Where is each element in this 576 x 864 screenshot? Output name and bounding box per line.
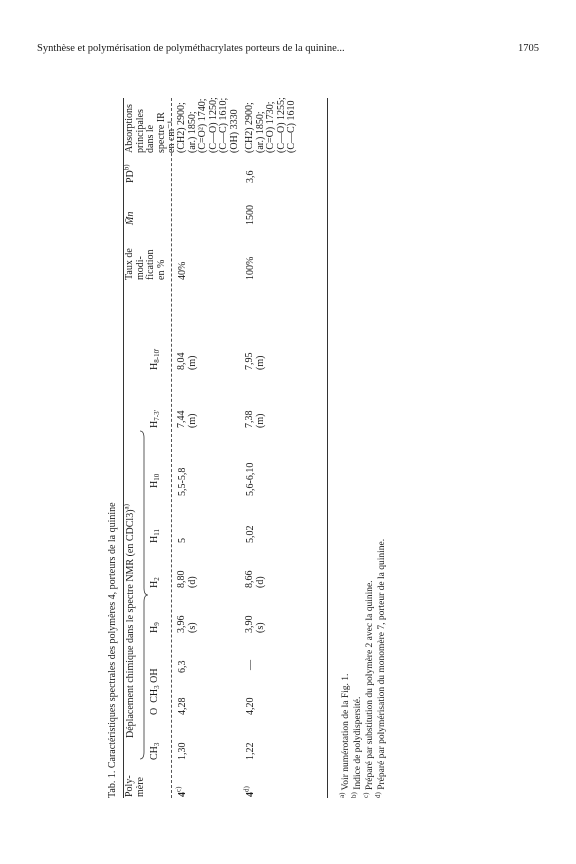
row2-h8-mult: (m) bbox=[254, 355, 266, 370]
header-absorptions-line1: Absorptions bbox=[124, 104, 135, 153]
row2-ch3: 1,22 bbox=[245, 742, 256, 760]
header-shift-group-label: Déplacement chimique dans le spectre NMR (en CDCl3) bbox=[125, 509, 136, 738]
row2-h7-mult: (m) bbox=[254, 413, 266, 428]
row2-ir-4: (C—O) 1255; bbox=[275, 97, 287, 153]
row1-polymer-mark: c) bbox=[174, 786, 183, 792]
row1-ir-5: (C—C) 1610; bbox=[218, 97, 229, 153]
header-h7-3: $H_{7-3'}$ bbox=[149, 410, 161, 428]
row1-ir-1: (CH2) 2900; bbox=[176, 102, 187, 153]
header-polymere-line1: Poly- bbox=[124, 775, 135, 797]
footnote-d-text: Préparé par polymérisation du monomère 7, porteur de la quinine. bbox=[377, 538, 387, 790]
header-taux-line3: fication bbox=[145, 249, 156, 280]
running-head-title: Synthèse et polymérisation de polyméthacrylates porteurs de la quinine... bbox=[37, 43, 345, 54]
row1-h7-value: 7,44 bbox=[176, 410, 187, 428]
header-brace bbox=[139, 430, 149, 760]
header-pd bbox=[122, 164, 136, 183]
header-shift-group bbox=[122, 504, 136, 738]
rotated-table bbox=[105, 98, 525, 798]
running-head bbox=[37, 43, 539, 59]
row1-h8-value: 8,04 bbox=[176, 352, 187, 370]
row2-h7-value: 7,38 bbox=[244, 410, 255, 428]
footnote-a-mark: a) bbox=[337, 792, 346, 798]
row2-h7 bbox=[245, 411, 266, 429]
row1-ir-4: (C—O) 1250; bbox=[207, 97, 219, 153]
footnote-a bbox=[337, 673, 352, 798]
header-polymere-line2: mère bbox=[134, 777, 146, 797]
table-caption: Tab. 1. Caractéristiques spectrales des polymères 4, porteurs de la quinine bbox=[107, 502, 118, 798]
header-h11: $H_{11}$ bbox=[149, 529, 161, 543]
row1-h9-value: 3,96 bbox=[176, 615, 187, 633]
footnote-c-text: Préparé par substitution du polymère 2 avec la quinine. bbox=[365, 580, 375, 791]
row1-h11: 5 bbox=[177, 538, 188, 543]
row2-h2-mult: (d) bbox=[254, 576, 266, 588]
header-mn: M̄n bbox=[125, 211, 136, 225]
header-absorptions-line2: principales bbox=[134, 109, 146, 153]
header-h2: $H_2$ bbox=[149, 577, 161, 588]
row2-pd: 3,6 bbox=[245, 170, 256, 183]
page-number: 1705 bbox=[518, 43, 539, 54]
row1-ir bbox=[177, 97, 240, 153]
header-pd-label: PD bbox=[125, 170, 136, 183]
row1-h2-mult: (d) bbox=[186, 576, 198, 588]
row1-h2 bbox=[177, 571, 198, 589]
header-h9: $H_9$ bbox=[149, 622, 161, 633]
header-absorptions bbox=[125, 104, 178, 153]
header-pd-mark: b) bbox=[122, 164, 131, 171]
row2-h2 bbox=[245, 571, 266, 589]
table-top-rule bbox=[123, 98, 124, 798]
row1-h9-mult: (s) bbox=[186, 622, 198, 633]
header-absorptions-line3: dans le bbox=[145, 124, 156, 153]
footnote-c-mark: c) bbox=[361, 792, 370, 798]
row1-taux: 40% bbox=[177, 261, 188, 280]
row2-taux: 100% bbox=[245, 256, 256, 280]
row2-ir-5: (C—C) 1610 bbox=[286, 100, 297, 153]
header-rule bbox=[171, 98, 172, 798]
row2-polymer bbox=[242, 786, 256, 797]
row1-h9 bbox=[177, 616, 198, 634]
row2-mn: 1500 bbox=[245, 205, 256, 225]
row1-h2-value: 8,80 bbox=[176, 570, 187, 588]
row2-h9-mult: (s) bbox=[254, 622, 266, 633]
header-polymere bbox=[125, 775, 146, 797]
footnote-a-text: Voir numérotation de la Fig. 1. bbox=[341, 673, 351, 791]
row2-o: 4,20 bbox=[245, 697, 256, 715]
row2-ch3oh: — bbox=[245, 660, 256, 670]
footnote-c bbox=[361, 580, 376, 798]
row2-ir-1: (CH2) 2900; bbox=[244, 102, 255, 153]
row1-h10: 5,5-5,8 bbox=[177, 467, 188, 496]
row2-ir-2: (ar.) 1850; bbox=[254, 111, 266, 153]
row1-ir-3: (C=O²) 1740; bbox=[197, 98, 208, 153]
footnote-d bbox=[373, 538, 388, 798]
row1-polymer bbox=[174, 786, 188, 797]
header-o-ch3oh: O $CH_3$ OH bbox=[149, 668, 161, 715]
row2-h10: 5,6-6,10 bbox=[245, 462, 256, 496]
header-h10: $H_{10}$ bbox=[149, 473, 161, 488]
row1-o: 4,28 bbox=[177, 697, 188, 715]
footnote-b-text: Indice de polydispersité. bbox=[353, 696, 363, 790]
footnote-b bbox=[349, 696, 364, 798]
footnote-d-mark: d) bbox=[373, 792, 382, 798]
header-absorptions-line5: en cm⁻¹ bbox=[166, 120, 177, 153]
row1-ir-2: (ar.) 1850; bbox=[186, 111, 198, 153]
row2-h2-value: 8,66 bbox=[244, 570, 255, 588]
row2-h9-value: 3,90 bbox=[244, 615, 255, 633]
header-taux bbox=[125, 248, 167, 280]
row1-ir-6: (OH) 3330 bbox=[228, 109, 240, 153]
row1-polymer-number: 4 bbox=[177, 792, 188, 797]
row2-ir bbox=[245, 97, 298, 153]
row1-h8-mult: (m) bbox=[186, 355, 198, 370]
header-taux-line1: Taux de bbox=[124, 248, 135, 280]
row1-h7-mult: (m) bbox=[186, 413, 198, 428]
row1-h8 bbox=[177, 353, 198, 371]
row1-ch3: 1,30 bbox=[177, 742, 188, 760]
header-taux-line4: en % bbox=[155, 259, 167, 280]
row2-h11: 5,02 bbox=[245, 525, 256, 543]
row2-polymer-mark: d) bbox=[242, 786, 251, 792]
footnote-b-mark: b) bbox=[349, 792, 358, 798]
header-absorptions-line4: spectre IR bbox=[155, 112, 167, 153]
row2-ir-3: (C=O) 1730; bbox=[265, 101, 276, 153]
row2-h8-value: 7,95 bbox=[244, 352, 255, 370]
header-h8-10: $H_{8-10'}$ bbox=[149, 348, 161, 370]
row2-h9 bbox=[245, 616, 266, 634]
header-shift-group-mark: a) bbox=[122, 504, 131, 510]
row1-h7 bbox=[177, 411, 198, 429]
header-taux-line2: modi- bbox=[134, 256, 146, 280]
row2-h8 bbox=[245, 353, 266, 371]
row2-polymer-number: 4 bbox=[245, 792, 256, 797]
row1-ch3oh: 6,3 bbox=[177, 660, 188, 673]
table-bottom-rule bbox=[327, 98, 328, 798]
header-ch3: $CH_3$ bbox=[149, 742, 161, 760]
